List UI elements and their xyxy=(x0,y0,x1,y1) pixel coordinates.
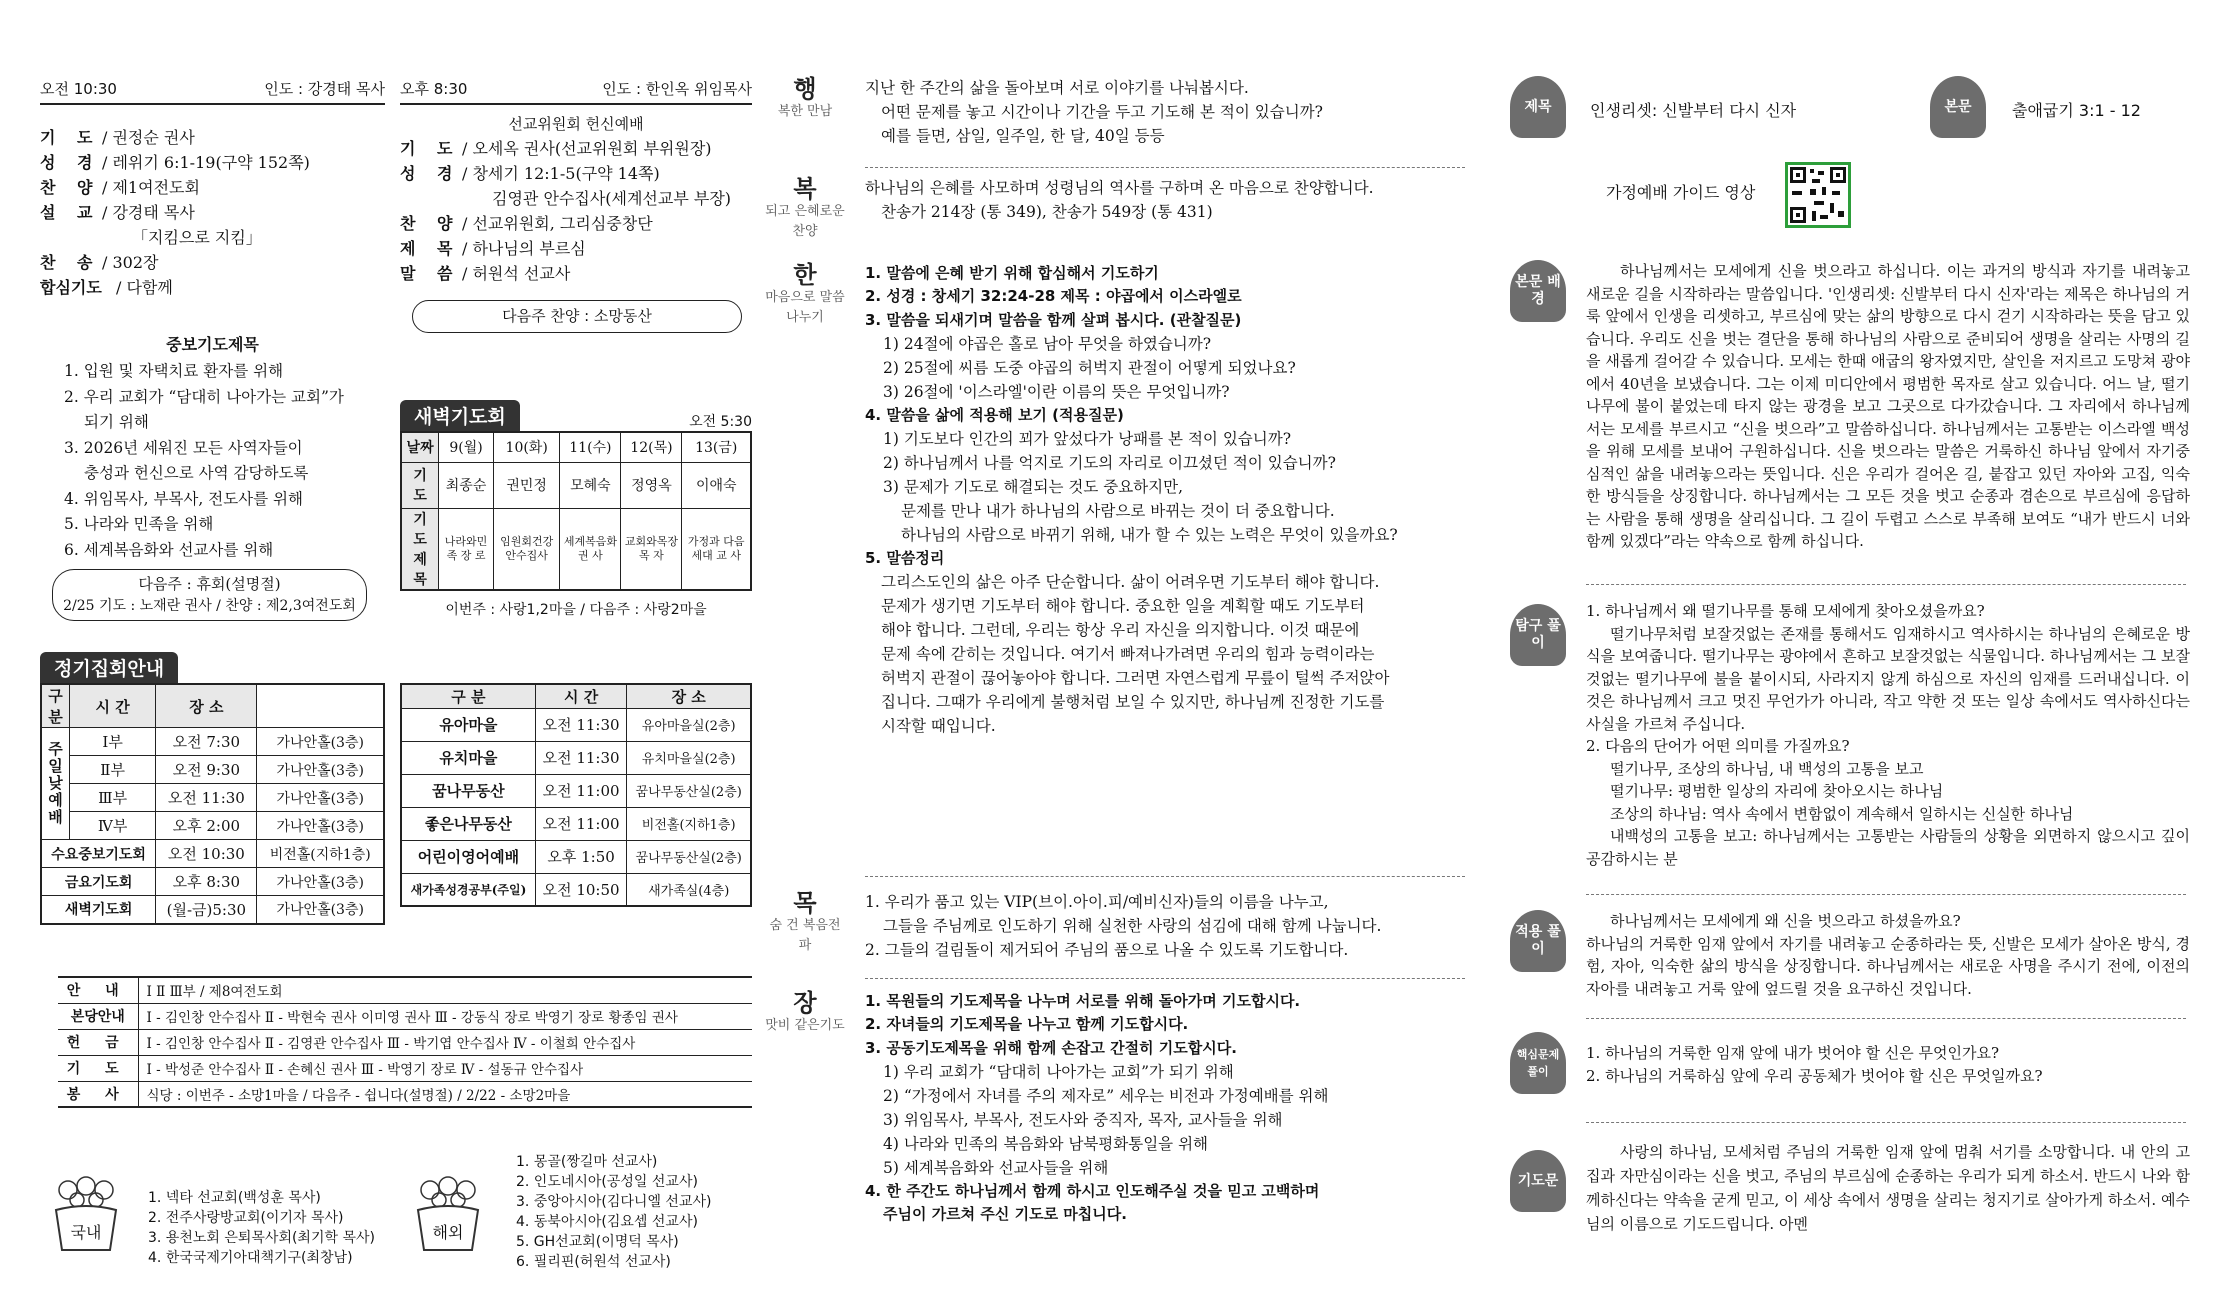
next-week-box xyxy=(52,569,367,621)
domestic-emblem xyxy=(46,1176,126,1256)
meetings-head-cell: 장 소 xyxy=(627,684,751,708)
meeting-name: Ⅰ부 xyxy=(70,728,156,756)
meeting-time: 오전 11:30 xyxy=(535,708,627,741)
section-prayer xyxy=(765,990,1475,1260)
intercession-box xyxy=(40,332,385,621)
line: 1. 말씀에 은혜 받기 위해 합심해서 기도하기 xyxy=(865,264,1159,282)
meeting-row xyxy=(401,708,751,741)
meeting-time: 오후 1:50 xyxy=(535,840,627,873)
dawn-cell: 정영옥 xyxy=(621,462,682,508)
order-key xyxy=(40,225,102,250)
line: 1) 24절에 야곱은 홀로 남아 무엇을 하였습니까? xyxy=(883,334,1212,353)
overseas-item: 5. GH선교회(이명덕 목사) xyxy=(516,1234,679,1250)
pm-leader: 인도 : 한인옥 위임목사 xyxy=(602,80,752,98)
para-line: 떨기나무: 평범한 일상의 자리에 찾아오시는 하나님 xyxy=(1610,782,1944,800)
summary-line: 시작할 때입니다. xyxy=(881,717,996,736)
order-row xyxy=(40,175,385,200)
next-praise: 다음주 찬양 : 소망동산 xyxy=(412,300,742,333)
order-row xyxy=(400,136,752,161)
prayer-label: 기도문 xyxy=(1510,1150,1566,1212)
order-value: / 오세옥 권사(선교위원회 부위원장) xyxy=(462,139,712,158)
line: 3. 공동기도제목을 위해 함께 손잡고 간절히 기도합시다. xyxy=(865,1038,1237,1057)
duty-row xyxy=(58,1029,752,1055)
next-week-line: 다음주 : 휴회(설명절) xyxy=(138,575,281,593)
order-value: / 다함께 xyxy=(116,278,173,297)
order-value: / 302장 xyxy=(102,253,159,272)
section-praise xyxy=(765,176,1475,266)
meeting-name: 유치마을 xyxy=(401,741,535,774)
meeting-row xyxy=(41,840,384,868)
duty-row xyxy=(58,977,752,1003)
line: 찬송가 214장 (통 349), 찬송가 549장 (통 431) xyxy=(881,203,1213,222)
line: 1) 기도보다 인간의 꾀가 앞섰다가 낭패를 본 적이 있습니까? xyxy=(883,430,1292,449)
order-key: 제 목 xyxy=(400,239,461,258)
meeting-time: 오전 7:30 xyxy=(156,728,257,756)
missions xyxy=(40,1152,752,1272)
background-label: 본문 배경 xyxy=(1510,260,1566,322)
divider xyxy=(1586,584,2186,585)
sunday-label: 주일낮예배 xyxy=(41,728,70,840)
core-question-label: 핵심문제 풀이 xyxy=(1510,1032,1566,1094)
line: 4) 나라와 민족의 복음화와 남북평화통일을 위해 xyxy=(883,1134,1209,1153)
line: 5) 세계복음화와 선교사들을 위해 xyxy=(883,1158,1109,1177)
summary-line: 문제 속에 갇히는 것입니다. 여기서 빠져나가려면 우리의 힘과 능력이라는 xyxy=(881,645,1375,664)
order-key: 찬 송 xyxy=(40,253,101,272)
am-leader: 인도 : 강경태 목사 xyxy=(264,80,385,98)
meeting-time: 오전 11:00 xyxy=(535,774,627,807)
meetings-head-cell: 시 간 xyxy=(70,684,156,728)
overseas-item: 4. 동북아시아(김요셉 선교사) xyxy=(516,1214,698,1230)
summary-line: 허벅지 관절이 끊어놓아야 합니다. 그러면 자연스럽게 무릎이 털썩 주저앉아 xyxy=(881,669,1390,688)
order-row xyxy=(40,225,385,250)
meetings-head-cell: 구 분 xyxy=(401,684,535,708)
meetings-left-table xyxy=(40,683,385,925)
dawn-topic-row xyxy=(401,508,751,590)
para-line: 1. 하나님께서 왜 떨기나무를 통해 모세에게 찾아오셨을까요? xyxy=(1586,602,1985,620)
praise-text xyxy=(865,176,1475,224)
line: 하나님의 사람으로 바뀌기 위해, 내가 할 수 있는 노력은 무엇이 있을까요? xyxy=(901,526,1398,545)
dawn-title: 새벽기도회 xyxy=(400,400,520,431)
prayer-icon: 장 맛비 같은기도 xyxy=(765,989,845,1033)
domestic-label: 국내 xyxy=(70,1223,102,1242)
duty-key: 기 도 xyxy=(58,1055,138,1081)
meeting-place: 가나안홀(3층) xyxy=(257,728,384,756)
meeting-name: Ⅱ부 xyxy=(70,756,156,784)
order-row xyxy=(40,250,385,275)
intercession-item: 5. 나라와 민족을 위해 xyxy=(64,515,214,533)
word-icon: 한 마음으로 말씀 나누기 xyxy=(765,261,845,326)
line: 지난 한 주간의 삶을 돌아보며 서로 이야기를 나눠봅시다. xyxy=(865,79,1249,97)
divider xyxy=(865,167,1465,168)
scripture-text: 출애굽기 3:1 - 12 xyxy=(2012,101,2141,120)
meeting-name: 금요기도회 xyxy=(41,868,156,896)
application-text xyxy=(1586,910,2190,1000)
line: 5. 말씀정리 xyxy=(865,549,945,568)
meeting-row xyxy=(41,756,384,784)
para-line: 하나님의 거룩한 임재 앞에서 자기를 내려놓고 순종하라는 뜻, 신발은 모세가 살아온 방식, 경험, 자아, 익숙한 삶의 방식을 상징합니다. 하나님께서는 새로운 사명을 주시기 전에, 이전의 자아를 내려놓고 거룩 앞에 엎드릴 것을 요구하신 것입니다. xyxy=(1586,934,2190,998)
intercession-list xyxy=(40,359,385,563)
line: 그들을 주님께로 인도하기 위해 실천한 사랑의 섬김에 대해 함께 나눕니다. xyxy=(883,917,1382,936)
meeting-name: 어린이영어예배 xyxy=(401,840,535,873)
order-value: / 하나님의 부르심 xyxy=(462,239,586,258)
duty-row xyxy=(58,1003,752,1029)
line: 3) 26절에 '이스라엘'이란 이름의 뜻은 무엇입니까? xyxy=(883,382,1230,401)
meetings-right-body xyxy=(401,708,751,906)
order-key: 성 경 xyxy=(400,164,461,183)
meeting-place: 비전홀(지하1층) xyxy=(627,807,751,840)
line: 2. 그들의 걸림돌이 제거되어 주님의 품으로 나올 수 있도록 기도합니다. xyxy=(865,941,1349,960)
meeting-name: 좋은나무동산 xyxy=(401,807,535,840)
dawn-topic-cell: 임원회건강 안수집사 xyxy=(493,508,559,590)
order-key xyxy=(400,186,462,211)
duty-value: Ⅰ - 박성준 안수집사 Ⅱ - 손혜신 권사 Ⅲ - 박영기 장로 Ⅳ - 설동규 안수집사 xyxy=(138,1055,752,1081)
meeting-row xyxy=(41,784,384,812)
line: 예를 들면, 삼일, 일주일, 한 달, 40일 등등 xyxy=(881,127,1165,146)
sermon-title: 인생리셋: 신발부터 다시 신자 xyxy=(1590,101,1797,120)
meeting-time: (월-금)5:30 xyxy=(156,896,257,924)
meeting-place: 가나안홀(3층) xyxy=(257,868,384,896)
dawn-head-row xyxy=(401,432,751,462)
exploration-section xyxy=(1510,600,2190,870)
meeting-place: 꿈나무동산실(2층) xyxy=(627,774,751,807)
title-label: 제목 xyxy=(1510,76,1566,138)
meeting-row xyxy=(401,807,751,840)
dawn-topic-cell: 가정과 다음세대 교 사 xyxy=(682,508,751,590)
meetings-left-body xyxy=(41,728,384,924)
order-value: / 선교위원회, 그리심중창단 xyxy=(462,214,653,233)
background-text: 하나님께서는 모세에게 신을 벗으라고 하십니다. 이는 과거의 방식과 자기를 내려놓고 새로운 길을 시작하라는 말씀입니다. '인생리셋: 신발부터 다시 신자'라는 제목은 하나님의 거룩 앞에서 인생을 리셋하고, 부르심에 맞는 삶의 방향으로 다시 걷기 시작하라는 뜻을 담고 있습니다. 우리도 신을 벗는 결단을 통해 하나님의 사람으로 준비되어 생명을 살리는 사명의 길을 새롭게 걸어갈 수 있습니다. 모세는 한때 애굽의 왕자였지만, 살인을 저지르고 도망쳐 광야에서 40년을 보냈습니다. 그는 이제 미디안에서 평범한 목자로 살고 있습니다. 어느 날, 떨기나무에 불이 붙었는데 타지 않는 광경을 보고 그곳으로 다가갔습니다. 그 자리에서 하나님께서는 모세를 부르시고 “신을 벗으라”고 말씀하십니다. 하나님께서는 고통받는 이스라엘 백성을 위해 모세를 보내어 구원하십니다. 신을 벗으라는 말씀은 거룩하신 하나님 앞에서 자기중심적인 삶을 내려놓으라는 뜻입니다. 신은 우리가 걸어온 길, 붙잡고 있던 자아와 고집, 익숙한 방식들을 상징합니다. 하나님께서는 그 모든 것을 벗고 순종과 겸손으로 부르심에 응답하는 사람을 통해 생명을 살리십니다. 그 길이 두렵고 스스로 부족해 보여도 “내가 반드시 너와 함께 있겠다”라는 약속으로 함께 하십니다. xyxy=(1586,262,2190,550)
para-line: 떨기나무처럼 보잘것없는 존재를 통해서도 임재하시고 역사하시는 하나님의 은혜로운 방식을 보여줍니다. 떨기나무는 광야에서 흔하고 보잘것없는 식물입니다. 하나님께서는 그 보잘것없는 떨기나무에 불을 붙이시되, 사라지지 않게 하심으로 자신의 임재를 드러내십니다. 이것은 하나님께서 크고 멋진 무언가가 아니라, 작고 약한 것 또는 일상 속에서도 역사하신다는 사실을 가르쳐 주십니다. xyxy=(1586,624,2190,733)
overseas-label: 해외 xyxy=(432,1223,464,1242)
line: 어떤 문제를 놓고 시간이나 기간을 두고 기도해 본 적이 있습니까? xyxy=(881,103,1323,122)
dawn-topic-cell: 세계복음화 권 사 xyxy=(560,508,621,590)
para-line: 내백성의 고통을 보고: 하나님께서는 고통받는 사람들의 상황을 외면하지 않으시고 깊이 공감하시는 분 xyxy=(1586,827,2190,868)
meeting-row xyxy=(41,728,384,756)
intercession-item: 1. 입원 및 자택치료 환자를 위해 xyxy=(64,362,284,380)
prayer-text xyxy=(865,990,1475,1226)
fellowship-text xyxy=(865,76,1475,148)
dawn-cell: 권민정 xyxy=(493,462,559,508)
dawn-cell: 최종순 xyxy=(439,462,494,508)
am-time: 오전 10:30 xyxy=(40,80,117,98)
domestic-list xyxy=(148,1188,398,1268)
line: 2) 하나님께서 나를 억지로 기도의 자리로 이끄셨던 적이 있습니까? xyxy=(883,454,1336,473)
meeting-row xyxy=(401,873,751,906)
meetings-head-cell: 장 소 xyxy=(156,684,257,728)
intercession-item: 충성과 헌신으로 사역 감당하도록 xyxy=(84,464,309,482)
para-line: 하나님께서는 모세에게 왜 신을 벗으라고 하셨을까요? xyxy=(1610,912,1961,930)
order-key: 설 교 xyxy=(40,203,101,222)
meeting-name: Ⅳ부 xyxy=(70,812,156,840)
line: 1. 목원들의 기도제목을 나누며 서로를 위해 돌아가며 기도합시다. xyxy=(865,992,1301,1010)
dawn-note: 이번주 : 사랑1,2마을 / 다음주 : 사랑2마을 xyxy=(445,601,707,618)
order-value: / 권정순 권사 xyxy=(102,128,195,147)
duty-row xyxy=(58,1055,752,1081)
order-key: 찬 양 xyxy=(40,178,101,197)
order-row xyxy=(40,275,385,300)
meeting-time: 오전 9:30 xyxy=(156,756,257,784)
dawn-prayer-row xyxy=(401,462,751,508)
meeting-place: 유치마을실(2층) xyxy=(627,741,751,774)
meetings-title: 정기집회안내 xyxy=(40,652,178,683)
order-key: 말 씀 xyxy=(400,264,461,283)
line: 1. 우리가 품고 있는 VIP(브이.아이.피/예비신자)들의 이름을 나누고, xyxy=(865,893,1329,911)
summary-line: 해야 합니다. 그런데, 우리는 항상 우리 자신을 의지합니다. 이것 때문에 xyxy=(881,621,1360,640)
evangelism-text xyxy=(865,890,1475,962)
dawn-cell: 12(목) xyxy=(621,432,682,462)
dawn-topic-label: 기 도 제 목 xyxy=(401,508,439,590)
domestic-item: 4. 한국국제기아대책기구(최창남) xyxy=(148,1250,353,1266)
next-week-prayer: 2/25 기도 : 노재란 권사 / 찬양 : 제2,3여전도회 xyxy=(63,598,356,614)
section-fellowship xyxy=(765,76,1475,166)
meeting-place: 가나안홀(3층) xyxy=(257,812,384,840)
am-service xyxy=(40,78,385,300)
line: 하나님의 은혜를 사모하며 성령님의 역사를 구하며 온 마음으로 찬양합니다. xyxy=(865,179,1374,197)
section-word xyxy=(765,262,1475,952)
pm-order-list xyxy=(400,136,752,286)
overseas-emblem xyxy=(408,1176,488,1256)
line: 4. 말씀을 삶에 적용해 보기 (적용질문) xyxy=(865,405,1124,424)
summary-line: 그리스도인의 삶은 아주 단순합니다. 삶이 어려우면 기도부터 해야 합니다. xyxy=(881,573,1380,592)
line: 2) 25절에 씨름 도중 야곱의 허벅지 관절이 어떻게 되었나요? xyxy=(883,358,1296,377)
exploration-label: 탐구 풀이 xyxy=(1510,604,1566,666)
dawn-cell: 10(화) xyxy=(493,432,559,462)
domestic-item: 1. 넥타 선교회(백성훈 목사) xyxy=(148,1190,321,1206)
order-row xyxy=(400,161,752,186)
dawn-cell: 13(금) xyxy=(682,432,751,462)
intercession-item: 4. 위임목사, 부목사, 전도사를 위해 xyxy=(64,489,304,508)
qr-code[interactable] xyxy=(1785,162,1851,228)
meeting-time: 오후 8:30 xyxy=(156,868,257,896)
dawn-cell: 11(수) xyxy=(560,432,621,462)
line: 2) “가정에서 자녀를 주의 제자로” 세우는 비전과 가정예배를 위해 xyxy=(883,1086,1329,1105)
meeting-place: 비전홀(지하1층) xyxy=(257,840,384,868)
order-key: 찬 양 xyxy=(400,214,461,233)
dawn-cell: 9(월) xyxy=(439,432,494,462)
cell-meeting-column xyxy=(765,70,1475,1270)
duty-key: 안 내 xyxy=(58,977,138,1003)
line: 4. 한 주간도 하나님께서 함께 하시고 인도해주실 것을 믿고 고백하며 xyxy=(865,1181,1320,1200)
order-value: 「지킴으로 지킴」 xyxy=(132,228,262,247)
order-value: / 레위기 6:1-19(구약 152쪽) xyxy=(102,153,310,172)
meetings-head-cell: 구 분 xyxy=(41,684,70,728)
word-text xyxy=(865,262,1475,570)
line: 주님이 가르쳐 주신 기도로 마칩니다. xyxy=(883,1205,1127,1224)
line: 3) 위임목사, 부목사, 전도사와 중직자, 목자, 교사들을 위해 xyxy=(883,1110,1283,1129)
exploration-text xyxy=(1586,600,2190,870)
meeting-time: 오전 11:00 xyxy=(535,807,627,840)
overseas-item: 3. 중앙아시아(김다니엘 선교사) xyxy=(516,1194,712,1210)
line: 문제를 만나 내가 하나님의 사람으로 바뀌는 것이 더 중요합니다. xyxy=(901,502,1335,521)
meeting-place: 가나안홀(3층) xyxy=(257,756,384,784)
meeting-name: 유아마을 xyxy=(401,708,535,741)
fellowship-icon: 행 복한 만남 xyxy=(777,75,833,119)
worship-column xyxy=(40,70,752,1270)
praise-icon: 복 되고 은혜로운 찬양 xyxy=(765,175,845,240)
order-row xyxy=(400,186,752,211)
meeting-row xyxy=(41,896,384,924)
para-line: 1. 하나님의 거룩한 임재 앞에 내가 벗어야 할 신은 무엇인가요? xyxy=(1586,1044,2000,1062)
order-key: 성 경 xyxy=(40,153,101,172)
dawn-prayer xyxy=(400,400,752,619)
meetings-left-head xyxy=(41,684,384,728)
meeting-time: 오전 11:30 xyxy=(156,784,257,812)
meetings-head-cell: 시 간 xyxy=(535,684,627,708)
divider xyxy=(1586,894,2186,895)
line: 1) 우리 교회가 “담대히 나아가는 교회”가 되기 위해 xyxy=(883,1062,1234,1081)
intercession-item: 6. 세계복음화와 선교사를 위해 xyxy=(64,540,274,559)
order-row xyxy=(40,125,385,150)
order-value: 김영관 안수집사(세계선교부 부장) xyxy=(492,189,732,208)
prayer-section xyxy=(1510,1140,2190,1236)
pm-time: 오후 8:30 xyxy=(400,80,468,98)
order-row xyxy=(400,211,752,236)
meeting-row xyxy=(41,812,384,840)
para-line: 2. 하나님의 거룩하심 앞에 우리 공동체가 벗어야 할 신은 무엇일까요? xyxy=(1586,1066,2043,1085)
title-row xyxy=(1510,86,2190,138)
dawn-cell: 이애숙 xyxy=(682,462,751,508)
meeting-name: 새가족성경공부(주일) xyxy=(401,873,535,906)
meeting-time: 오전 10:50 xyxy=(535,873,627,906)
duty-value: Ⅰ Ⅱ Ⅲ부 / 제8여전도회 xyxy=(138,977,752,1003)
duty-value: Ⅰ - 김인창 안수집사 Ⅱ - 박현숙 권사 이미영 권사 Ⅲ - 강동식 장로 박영기 장로 황종임 권사 xyxy=(138,1003,752,1029)
dawn-topic-cell: 교회와목장 목 자 xyxy=(621,508,682,590)
duty-table xyxy=(58,976,752,1108)
intercession-title: 중보기도제목 xyxy=(166,335,259,354)
order-row xyxy=(40,200,385,225)
meeting-place: 가나안홀(3층) xyxy=(257,896,384,924)
order-value: / 제1여전도회 xyxy=(102,178,200,197)
order-row xyxy=(400,236,752,261)
order-key: 기 도 xyxy=(400,139,461,158)
divider xyxy=(865,978,1465,979)
background-section xyxy=(1510,260,2190,553)
line: 3. 말씀을 되새기며 말씀을 함께 살펴 봅시다. (관찰질문) xyxy=(865,310,1242,329)
meetings-right-head xyxy=(401,684,751,708)
word-summary xyxy=(881,570,1475,738)
meeting-name: 꿈나무동산 xyxy=(401,774,535,807)
meeting-time: 오전 11:30 xyxy=(535,741,627,774)
meeting-row xyxy=(401,741,751,774)
line: 2. 자녀들의 기도제목을 나누고 함께 기도합시다. xyxy=(865,1015,1189,1034)
domestic-item: 2. 전주사랑방교회(이기자 목사) xyxy=(148,1210,344,1226)
divider xyxy=(1586,1122,2186,1123)
section-evangelism xyxy=(765,890,1475,970)
guide-video-label: 가정예배 가이드 영상 xyxy=(1606,183,1756,202)
meeting-place: 유아마을실(2층) xyxy=(627,708,751,741)
meeting-name: Ⅲ부 xyxy=(70,784,156,812)
pm-title: 선교위원회 헌신예배 xyxy=(508,115,644,133)
duty-value: 식당 : 이번주 - 소망1마을 / 다음주 - 쉽니다(설명절) / 2/22 - 소망2마을 xyxy=(138,1081,752,1107)
meeting-place: 가나안홀(3층) xyxy=(257,784,384,812)
line: 3) 문제가 기도로 해결되는 것도 중요하지만, xyxy=(883,478,1184,497)
intercession-item: 3. 2026년 세워진 모든 사역자들이 xyxy=(64,438,303,457)
para-line: 조상의 하나님: 역사 속에서 변함없이 계속해서 일하시는 신실한 하나님 xyxy=(1610,804,2074,823)
duty-value: Ⅰ - 김인창 안수집사 Ⅱ - 김영관 안수집사 Ⅲ - 박기엽 안수집사 Ⅳ - 이철희 안수집사 xyxy=(138,1029,752,1055)
application-section xyxy=(1510,910,2190,1000)
order-value: / 창세기 12:1-5(구약 14쪽) xyxy=(462,164,660,183)
para-line: 떨기나무, 조상의 하나님, 내 백성의 고통을 보고 xyxy=(1610,759,1924,778)
dawn-cell: 기 도 xyxy=(401,462,439,508)
para-line: 2. 다음의 단어가 어떤 의미를 가질까요? xyxy=(1586,737,1850,755)
order-value: / 강경태 목사 xyxy=(102,203,195,222)
intercession-item: 되기 위해 xyxy=(84,413,149,431)
domestic-item: 3. 용천노회 은퇴목사회(최기학 목사) xyxy=(148,1230,375,1246)
meetings xyxy=(40,652,752,919)
application-label: 적용 풀이 xyxy=(1510,910,1566,972)
dawn-time: 오전 5:30 xyxy=(689,414,752,430)
overseas-item: 1. 몽골(짱길마 선교사) xyxy=(516,1154,658,1170)
meeting-name: 새벽기도회 xyxy=(41,896,156,924)
order-row xyxy=(40,150,385,175)
core-question-section xyxy=(1510,1032,2190,1087)
meeting-row xyxy=(41,868,384,896)
pm-service xyxy=(400,78,752,333)
duty-key: 봉 사 xyxy=(58,1081,138,1107)
meeting-row xyxy=(401,840,751,873)
divider xyxy=(865,876,1465,877)
summary-line: 집니다. 그때가 우리에게 불행처럼 보일 수 있지만, 하나님께 진정한 기도를 xyxy=(881,693,1385,712)
divider xyxy=(1586,1018,2186,1019)
meetings-right-table xyxy=(400,683,752,907)
overseas-item: 6. 필리핀(허원석 선교사) xyxy=(516,1254,671,1270)
qr-code-icon xyxy=(1788,165,1848,225)
dawn-table xyxy=(400,431,752,591)
line: 2. 성경 : 창세기 32:24-28 제목 : 야곱에서 이스라엘로 xyxy=(865,287,1242,306)
meeting-time: 오후 2:00 xyxy=(156,812,257,840)
dawn-cell: 모혜숙 xyxy=(560,462,621,508)
order-key: 기 도 xyxy=(40,128,101,147)
am-order-list xyxy=(40,125,385,300)
duty-key: 본당안내 xyxy=(58,1003,138,1029)
overseas-item: 2. 인도네시아(공성일 선교사) xyxy=(516,1174,698,1190)
text-label: 본문 xyxy=(1930,76,1986,138)
order-value: / 허원석 선교사 xyxy=(462,264,571,283)
dawn-cell: 날짜 xyxy=(401,432,439,462)
evangelism-icon: 목 숨 건 복음전파 xyxy=(769,889,841,954)
meeting-place: 꿈나무동산실(2층) xyxy=(627,840,751,873)
core-question-text xyxy=(1586,1042,2190,1087)
summary-line: 문제가 생기면 기도부터 해야 합니다. 중요한 일을 계획할 때도 기도부터 xyxy=(881,597,1365,616)
order-key: 합심기도 xyxy=(40,278,102,297)
meeting-name: 수요중보기도회 xyxy=(41,840,156,868)
overseas-list xyxy=(516,1152,756,1272)
prayer-text: 사랑의 하나님, 모세처럼 주님의 거룩한 임재 앞에 멈춰 서기를 소망합니다. 내 안의 고집과 자만심이라는 신을 벗고, 주님의 부르심에 순종하는 우리가 되게 하소서. 반드시 나와 함께하신다는 약속을 굳게 믿고, 이 세상 속에서 생명을 살리는 청지기로 살아가게 하소서. 예수님의 이름으로 기도드립니다. 아멘 xyxy=(1586,1143,2190,1233)
meeting-place: 새가족실(4층) xyxy=(627,873,751,906)
meeting-row xyxy=(401,774,751,807)
dawn-topic-cell: 나라와민족 장 로 xyxy=(439,508,494,590)
intercession-item: 2. 우리 교회가 “담대히 나아가는 교회”가 xyxy=(64,387,344,406)
meeting-time: 오전 10:30 xyxy=(156,840,257,868)
duty-key: 헌 금 xyxy=(58,1029,138,1055)
order-row xyxy=(400,261,752,286)
duty-row xyxy=(58,1081,752,1107)
family-worship-column xyxy=(1510,70,2190,1270)
